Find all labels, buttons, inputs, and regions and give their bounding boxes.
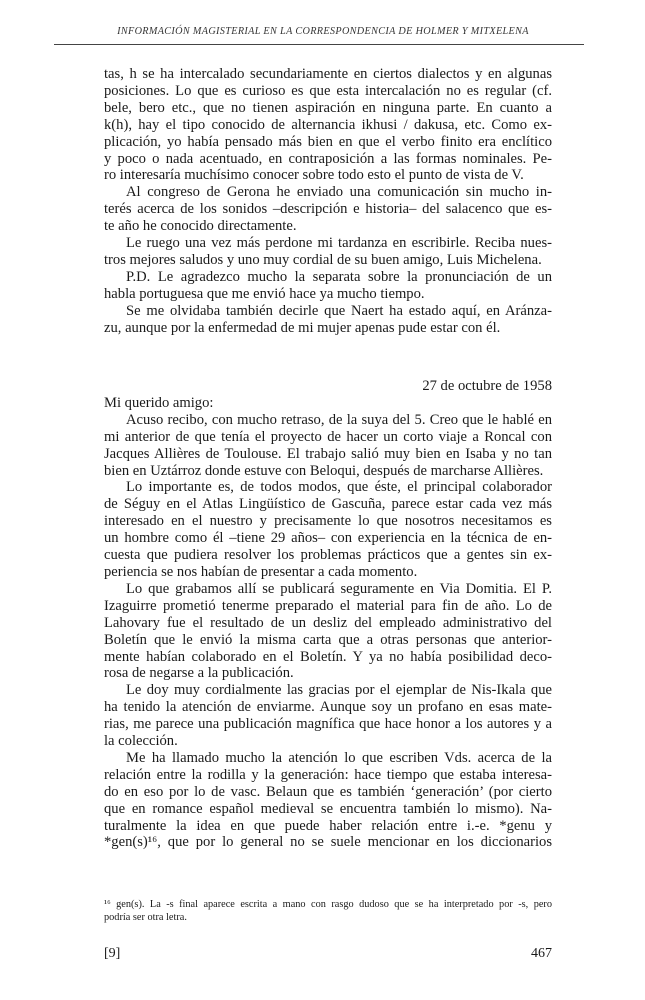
text-line: Se me olvidaba también decirle que Naert ha estado aquí, en Aránza- bbox=[126, 302, 552, 319]
text-line: periencia se nos habían de presentar a cada momento. bbox=[104, 563, 418, 580]
letter-date: 27 de octubre de 1958 bbox=[422, 378, 552, 394]
text-line: Al congreso de Gerona he enviado una comunicación sin mucho in- bbox=[126, 184, 552, 201]
text-line: ha tenido la atención de enviarme. Aunque soy un profano en esas mate- bbox=[104, 699, 552, 716]
text-line: rosa de negarse a la publicación. bbox=[104, 665, 294, 682]
text-line: relación entre la rodilla y la generación: hace tiempo que estaba interesa- bbox=[104, 766, 552, 783]
running-title: INFORMACIÓN MAGISTERIAL EN LA CORRESPONDENCIA DE HOLMER Y MITXELENA bbox=[117, 26, 529, 37]
text-line: mi anterior de que tenía el proyecto de hacer un corto viaje a Roncal con bbox=[104, 428, 552, 445]
text-line: Le ruego una vez más perdone mi tardanza en escribirle. Reciba nues- bbox=[126, 235, 552, 252]
text-line: te año he conocido directamente. bbox=[104, 218, 297, 235]
text-line: de Séguy en el Atlas Lingüístico de Gascuña, parece estar cada vez más bbox=[104, 496, 552, 513]
text-line: Izaguirre prometió tenerme preparado el material para fin de año. Lo de bbox=[104, 597, 552, 614]
text-line: Lo que grabamos allí se publicará seguramente en Via Domitia. El P. bbox=[126, 580, 552, 597]
text-line: y poco o nada acentuado, en contraposición a las formas nominales. Pe- bbox=[104, 150, 552, 167]
text-line: bele, bero etc., que no tienen aspiración en ninguna parte. En cuanto a bbox=[104, 99, 552, 116]
text-line: plicación, yo había pensado más bien en que el verbo finito era enclítico bbox=[104, 133, 552, 150]
text-line: tros mejores saludos y uno muy cordial de su buen amigo, Luis Michelena. bbox=[104, 251, 542, 268]
text-line: un hombre como él –tiene 29 años– con experiencia en la técnica de en- bbox=[104, 530, 552, 547]
continuation-block bbox=[104, 66, 552, 337]
text-line: interesado en el nuestro y precisamente lo que nosotros necesitamos es bbox=[104, 513, 552, 530]
footnote-line: ¹⁶ gen(s). La -s final aparece escrita a mano con rasgo dudoso que se ha interpretado por -s, pero bbox=[104, 899, 552, 910]
text-line: Jacques Allières de Toulouse. El trabajo salió muy bien en Isaba y no tan bbox=[104, 445, 552, 462]
text-line: bien en Uztárroz donde estuve con Beloqui, después de marcharse Allières. bbox=[104, 462, 544, 479]
text-line: turalmente la idea en que puede haber relación entre i.-e. *genu y bbox=[104, 817, 552, 834]
footnote bbox=[104, 898, 552, 925]
text-line: Boletín que le envió la misma carta que a otras personas que anterior- bbox=[104, 631, 552, 648]
letter-block bbox=[104, 378, 552, 851]
text-line: la colección. bbox=[104, 733, 178, 750]
footnote-line: podría ser otra letra. bbox=[104, 912, 187, 924]
text-line: do en eso por lo de vasc. Belaun que es también ‘generación’ (por cierto bbox=[104, 783, 552, 800]
text-line: habla portuguesa que me envió hace ya mucho tiempo. bbox=[104, 285, 425, 302]
text-line: Lahovary fue el resultado de un desliz del empleado administrativo del bbox=[104, 614, 552, 631]
text-line: zu, aunque por la enfermedad de mi mujer apenas pude estar con él. bbox=[104, 319, 501, 336]
page-number: 467 bbox=[531, 946, 552, 961]
text-line: Le doy muy cordialmente las gracias por el ejemplar de Nis-Ikala que bbox=[126, 682, 552, 699]
text-line: que en romance español medieval se encuentra también lo mismo). Na- bbox=[104, 800, 552, 817]
text-line: posiciones. Lo que es curioso es que esta intercalación no es regular (cf. bbox=[104, 82, 552, 99]
text-line: tas, h se ha intercalado secundariamente en ciertos dialectos y en algunas bbox=[104, 66, 552, 82]
text-line: k(h), hay el tipo conocido de alternancia ikhusi / dakusa, etc. Como ex- bbox=[104, 116, 552, 133]
text-line: cuesta que pudiera resolver los problemas prácticos que a gentes sin ex- bbox=[104, 547, 552, 564]
text-line: Lo importante es, de todos modos, que éste, el principal colaborador bbox=[126, 479, 552, 496]
folio-left: [9] bbox=[104, 946, 121, 961]
header-rule bbox=[54, 44, 584, 45]
text-line: P.D. Le agradezco mucho la separata sobre la pronunciación de un bbox=[126, 268, 552, 285]
text-line: ro interesaría muchísimo conocer sobre todo esto el punto de vista de V. bbox=[104, 167, 524, 184]
text-line: Acuso recibo, con mucho retraso, de la suya del 5. Creo que le hablé en bbox=[126, 411, 552, 428]
text-line: *gen(s)¹⁶, que por lo general no se suele mencionar en los diccionarios bbox=[104, 834, 552, 851]
text-line: terés acerca de los sonidos –descripción e historia– del salacenco que es- bbox=[104, 201, 552, 218]
text-line: mente habían colaborado en el Boletín. Y ya no había posibilidad deco- bbox=[104, 648, 552, 665]
letter-salutation: Mi querido amigo: bbox=[104, 394, 214, 411]
text-line: Me ha llamado mucho la atención lo que escriben Vds. acerca de la bbox=[126, 749, 552, 766]
text-line: rias, me parece una publicación magnífica que hace honor a los autores y a bbox=[104, 716, 552, 733]
